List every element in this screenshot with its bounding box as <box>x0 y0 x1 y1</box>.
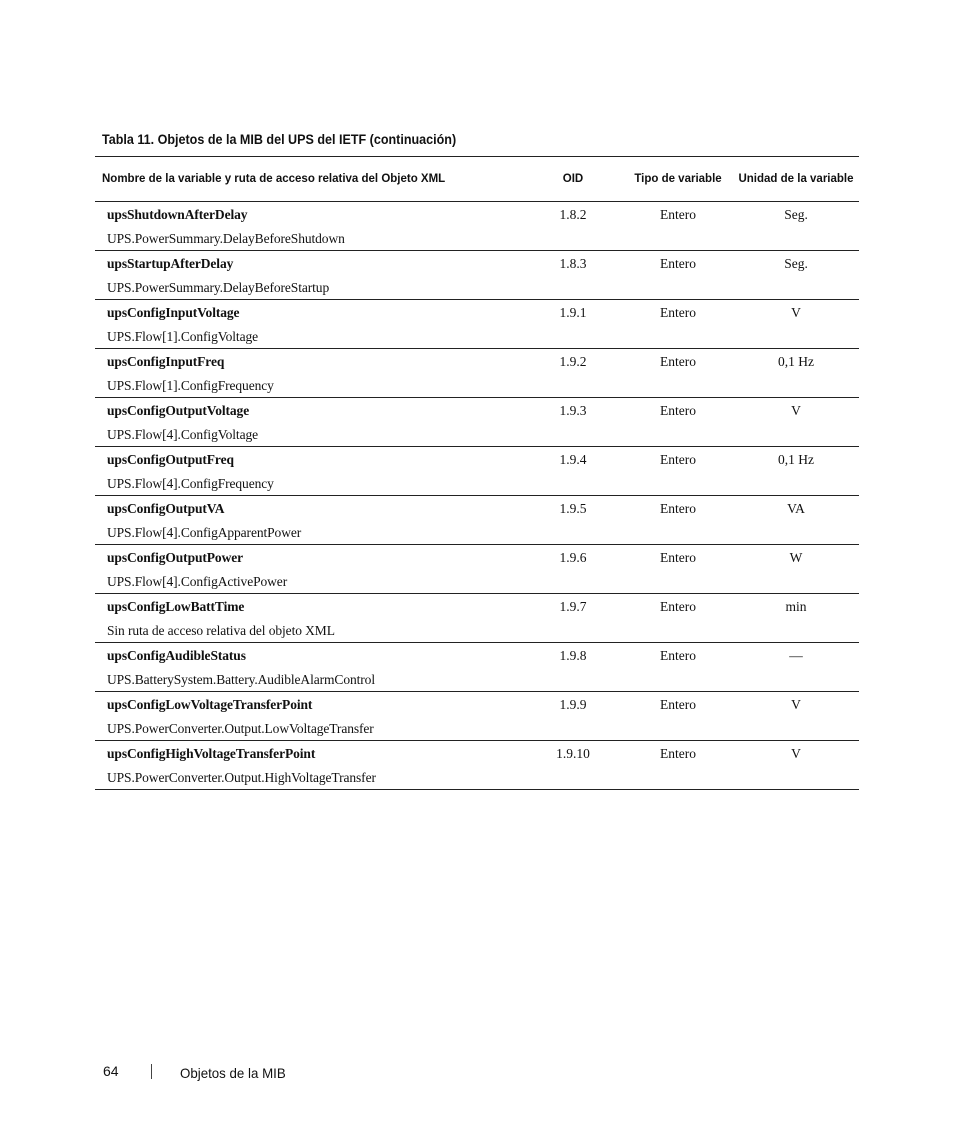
cell-type <box>623 496 733 545</box>
variable-xml-path: UPS.Flow[1].ConfigVoltage <box>107 329 259 344</box>
cell-unit <box>733 643 859 692</box>
table-row <box>95 202 859 251</box>
variable-type-value: Entero <box>660 697 696 712</box>
footer-section-title: Objetos de la MIB <box>180 1065 286 1081</box>
cell-unit <box>733 594 859 643</box>
page-number: 64 <box>103 1063 119 1079</box>
cell-type <box>623 594 733 643</box>
header-variable-name: Nombre de la variable y ruta de acceso relativa del Objeto XML <box>95 157 523 202</box>
unit-value: Seg. <box>784 256 808 271</box>
oid-value: 1.9.3 <box>559 403 587 418</box>
variable-type-value: Entero <box>660 256 696 271</box>
cell-type <box>623 349 733 398</box>
oid-value: 1.9.5 <box>559 501 587 516</box>
variable-name: upsShutdownAfterDelay <box>107 207 248 222</box>
variable-name: upsConfigInputVoltage <box>107 305 240 320</box>
cell-unit <box>733 447 859 496</box>
variable-xml-path: UPS.Flow[4].ConfigFrequency <box>107 476 274 491</box>
oid-value: 1.9.10 <box>556 746 590 761</box>
cell-type <box>623 545 733 594</box>
oid-value: 1.9.2 <box>559 354 587 369</box>
cell-oid <box>523 594 623 643</box>
cell-unit <box>733 398 859 447</box>
oid-value: 1.9.9 <box>559 697 587 712</box>
table-row <box>95 741 859 790</box>
table-row <box>95 643 859 692</box>
oid-value: 1.8.3 <box>559 256 587 271</box>
cell-variable <box>95 398 523 447</box>
variable-name: upsConfigHighVoltageTransferPoint <box>107 746 316 761</box>
variable-xml-path: UPS.PowerConverter.Output.HighVoltageTransfer <box>107 770 376 785</box>
cell-type <box>623 251 733 300</box>
footer-divider <box>151 1064 152 1079</box>
unit-value: VA <box>787 501 805 516</box>
variable-xml-path: UPS.PowerSummary.DelayBeforeShutdown <box>107 231 345 246</box>
cell-variable <box>95 594 523 643</box>
table-row <box>95 692 859 741</box>
table-row <box>95 349 859 398</box>
cell-unit <box>733 251 859 300</box>
cell-oid <box>523 692 623 741</box>
variable-type-value: Entero <box>660 746 696 761</box>
table-row <box>95 496 859 545</box>
cell-variable <box>95 349 523 398</box>
variable-type-value: Entero <box>660 550 696 565</box>
cell-oid <box>523 398 623 447</box>
cell-type <box>623 398 733 447</box>
unit-value: Seg. <box>784 207 808 222</box>
cell-type <box>623 692 733 741</box>
variable-type-value: Entero <box>660 305 696 320</box>
cell-oid <box>523 545 623 594</box>
table-row <box>95 594 859 643</box>
variable-xml-path: UPS.Flow[1].ConfigFrequency <box>107 378 274 393</box>
variable-xml-path: UPS.Flow[4].ConfigVoltage <box>107 427 259 442</box>
oid-value: 1.9.7 <box>559 599 587 614</box>
cell-variable <box>95 545 523 594</box>
cell-type <box>623 300 733 349</box>
variable-xml-path: UPS.PowerConverter.Output.LowVoltageTransfer <box>107 721 374 736</box>
variable-xml-path: Sin ruta de acceso relativa del objeto XML <box>107 623 335 638</box>
cell-type <box>623 643 733 692</box>
header-oid: OID <box>523 157 623 202</box>
cell-unit <box>733 496 859 545</box>
variable-name: upsConfigAudibleStatus <box>107 648 246 663</box>
unit-value: 0,1 Hz <box>778 354 814 369</box>
variable-type-value: Entero <box>660 207 696 222</box>
unit-value: W <box>789 550 803 565</box>
table-row <box>95 545 859 594</box>
cell-variable <box>95 202 523 251</box>
variable-name: upsConfigOutputPower <box>107 550 244 565</box>
unit-value: V <box>791 305 801 320</box>
unit-value: V <box>791 746 801 761</box>
cell-variable <box>95 300 523 349</box>
cell-oid <box>523 251 623 300</box>
table-row <box>95 447 859 496</box>
mib-objects-table <box>95 156 859 790</box>
unit-value: 0,1 Hz <box>778 452 814 467</box>
variable-name: upsStartupAfterDelay <box>107 256 234 271</box>
variable-xml-path: UPS.Flow[4].ConfigActivePower <box>107 574 288 589</box>
variable-name: upsConfigOutputVA <box>107 501 225 516</box>
variable-type-value: Entero <box>660 599 696 614</box>
variable-type-value: Entero <box>660 648 696 663</box>
variable-xml-path: UPS.BatterySystem.Battery.AudibleAlarmControl <box>107 672 375 687</box>
cell-oid <box>523 496 623 545</box>
unit-value: min <box>785 599 807 614</box>
unit-value: V <box>791 697 801 712</box>
table-body <box>95 202 859 790</box>
table-row <box>95 300 859 349</box>
cell-variable <box>95 251 523 300</box>
cell-variable <box>95 692 523 741</box>
cell-oid <box>523 300 623 349</box>
oid-value: 1.9.4 <box>559 452 587 467</box>
cell-unit <box>733 692 859 741</box>
cell-type <box>623 202 733 251</box>
oid-value: 1.8.2 <box>559 207 587 222</box>
table-header-row <box>95 157 859 202</box>
cell-oid <box>523 349 623 398</box>
cell-unit <box>733 300 859 349</box>
oid-value: 1.9.8 <box>559 648 587 663</box>
oid-value: 1.9.1 <box>559 305 587 320</box>
variable-type-value: Entero <box>660 452 696 467</box>
cell-variable <box>95 496 523 545</box>
cell-unit <box>733 202 859 251</box>
unit-value: V <box>791 403 801 418</box>
cell-oid <box>523 202 623 251</box>
table-row <box>95 251 859 300</box>
cell-type <box>623 741 733 790</box>
variable-type-value: Entero <box>660 354 696 369</box>
variable-type-value: Entero <box>660 501 696 516</box>
cell-unit <box>733 741 859 790</box>
cell-variable <box>95 643 523 692</box>
cell-unit <box>733 545 859 594</box>
cell-oid <box>523 643 623 692</box>
variable-xml-path: UPS.Flow[4].ConfigApparentPower <box>107 525 302 540</box>
variable-type-value: Entero <box>660 403 696 418</box>
variable-name: upsConfigOutputFreq <box>107 452 234 467</box>
cell-variable <box>95 741 523 790</box>
unit-value: — <box>789 648 803 663</box>
variable-name: upsConfigLowVoltageTransferPoint <box>107 697 313 712</box>
header-variable-type: Tipo de variable <box>623 157 733 202</box>
table-title: Tabla 11. Objetos de la MIB del UPS del IETF (continuación) <box>102 132 457 147</box>
cell-unit <box>733 349 859 398</box>
variable-name: upsConfigLowBattTime <box>107 599 245 614</box>
variable-xml-path: UPS.PowerSummary.DelayBeforeStartup <box>107 280 330 295</box>
cell-oid <box>523 741 623 790</box>
cell-type <box>623 447 733 496</box>
variable-name: upsConfigOutputVoltage <box>107 403 250 418</box>
table-row <box>95 398 859 447</box>
variable-name: upsConfigInputFreq <box>107 354 225 369</box>
oid-value: 1.9.6 <box>559 550 587 565</box>
header-variable-unit: Unidad de la variable <box>733 157 859 202</box>
cell-variable <box>95 447 523 496</box>
cell-oid <box>523 447 623 496</box>
